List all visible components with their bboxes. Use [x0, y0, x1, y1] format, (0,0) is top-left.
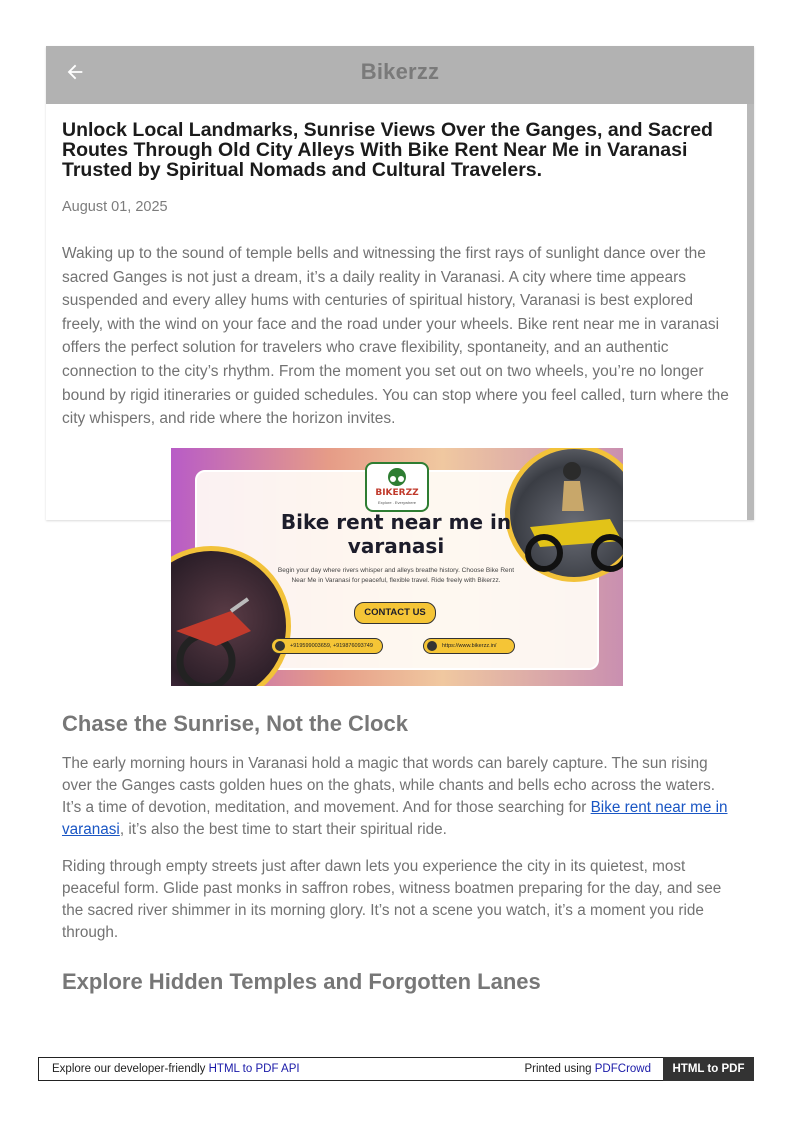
rider-photo-right — [505, 448, 623, 582]
logo-tagline: Explore . Everywhere — [377, 500, 416, 505]
post-title: Unlock Local Landmarks, Sunrise Views Over the Ganges, and Sacred Routes Through Old City Alleys With Bike Rent Near Me in Varanasi Trusted by Spiritual Nomads and Cultural Travelers. — [62, 119, 713, 181]
contact-us-button[interactable]: CONTACT US — [354, 602, 436, 624]
section-heading-temples: Explore Hidden Temples and Forgotten Lanes — [62, 969, 541, 994]
footer-right-text: Printed using — [524, 1063, 595, 1075]
banner-image — [171, 448, 623, 686]
bikerzz-logo — [365, 462, 429, 512]
intro-paragraph: Waking up to the sound of temple bells and witnessing the first rays of sunlight dance over the sacred Ganges is not just a dream, it’s a daily reality in Varanasi. A city where time appears suspended and every alley hums with centuries of spiritual history, Varanasi is best explored freely, with the wind on your face and the road under your wheels. Bike rent near me in varanasi offers the perfect solution for travelers who crave flexibility, spontaneity, and an authentic connection to the city’s rhythm. From the moment you set out on two wheels, you’re no longer bound by rigid itineraries or guided schedules. You can stop where you feel called, turn where the city whispers, and ride where the horizon invites. — [62, 245, 729, 428]
phone-number: +919599003659, +919876093749 — [290, 643, 373, 649]
app-header — [46, 46, 754, 104]
sunrise-paragraph-2: Riding through empty streets just after dawn lets you experience the city in its quietest, most peaceful form. Glide past monks in saffron robes, witness boatmen preparing for the day, and see the sacred river shimmer in its morning glory. It’s not a scene you watch, it’s a moment you ride through. — [62, 858, 722, 941]
bike-rent-link[interactable]: Bike rent near me in varanasi — [62, 799, 728, 838]
post-date: August 01, 2025 — [62, 199, 168, 215]
pdfcrowd-link[interactable]: PDFCrowd — [594, 1063, 651, 1075]
phone-icon — [275, 641, 285, 651]
logo-text: BIKERZZ — [375, 488, 419, 498]
brand-title: Bikerzz — [360, 59, 440, 84]
website-pill — [423, 638, 515, 654]
sunrise-p1-text-after: , it’s also the best time to start their spiritual ride. — [119, 821, 447, 838]
html-to-pdf-api-link[interactable]: HTML to PDF API — [208, 1063, 300, 1075]
phone-pill — [271, 638, 383, 654]
sunrise-paragraph-1 — [62, 753, 734, 841]
banner-title: Bike rent near me in varanasi — [280, 510, 512, 558]
html-to-pdf-button[interactable]: HTML to PDF — [663, 1057, 754, 1081]
pdf-footer — [38, 1057, 754, 1081]
section-heading-sunrise: Chase the Sunrise, Not the Clock — [62, 711, 408, 736]
globe-icon — [427, 641, 437, 651]
footer-right — [524, 1063, 651, 1075]
footer-left — [52, 1063, 300, 1075]
footer-left-text: Explore our developer-friendly — [52, 1063, 209, 1075]
website-url: https://www.bikerzz.in/ — [442, 643, 497, 649]
sunrise-p1-text-before: The early morning hours in Varanasi hold a magic that words can barely capture. The sun rising over the Ganges casts golden hues on the ghats, while chants and bells echo across the waters. It’s a time of devotion, meditation, and movement. And for those searching for — [62, 755, 716, 816]
banner-body: Begin your day where rivers whisper and alleys breathe history. Choose Bike Rent Near Me in Varanasi for peaceful, flexible travel. Ride freely with Bikerzz. — [277, 567, 515, 584]
scrollbar[interactable] — [747, 104, 754, 520]
